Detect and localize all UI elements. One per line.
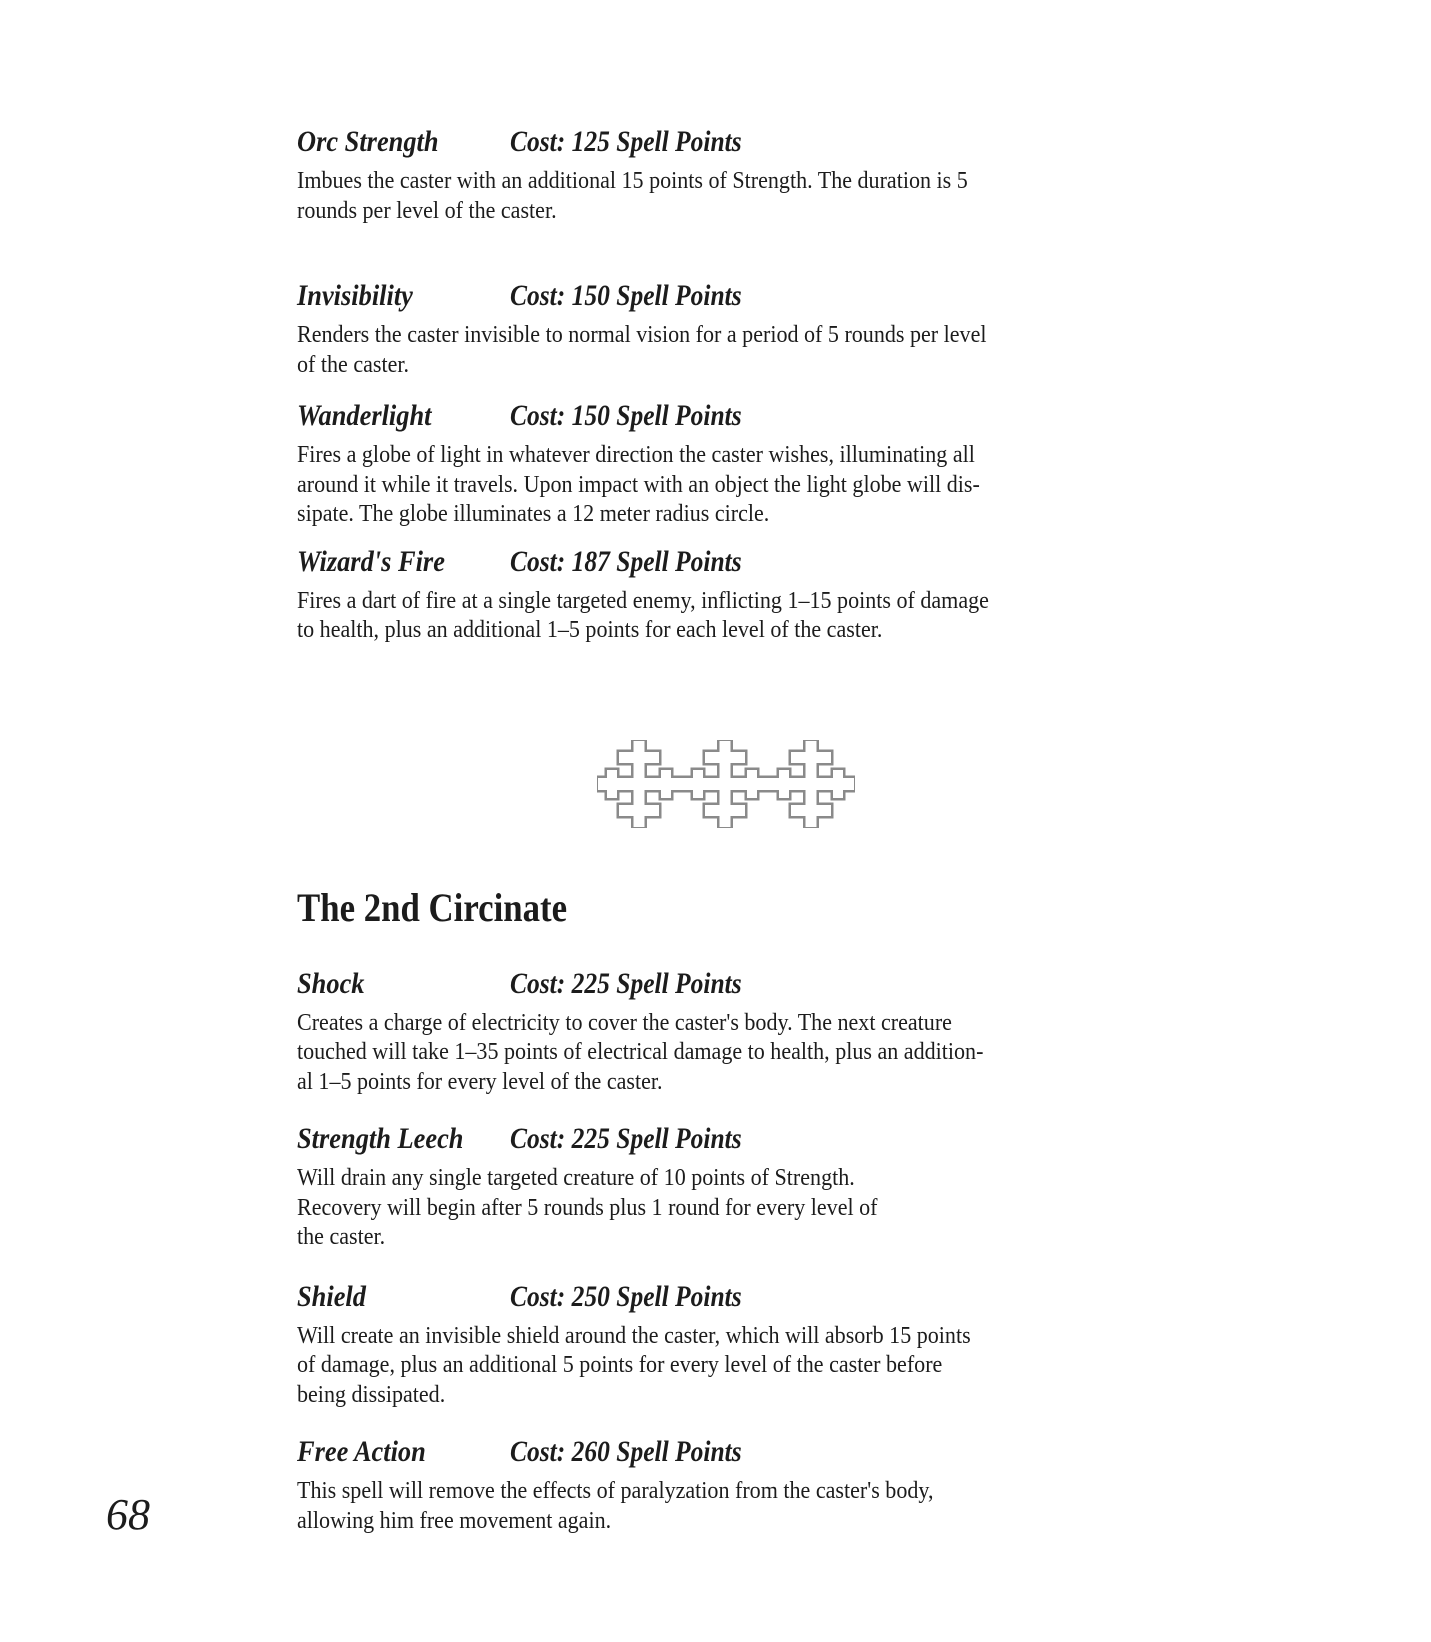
description-line: This spell will remove the effects of paralyzation from the caster's body,	[297, 1477, 934, 1505]
description-line: Recovery will begin after 5 rounds plus 1 round for every level of	[297, 1193, 878, 1221]
spell-description	[297, 1008, 1117, 1097]
spell-cost: Cost: 150 Spell Points	[510, 279, 742, 312]
spell-heading	[297, 1433, 1117, 1471]
description-line: rounds per level of the caster.	[297, 196, 557, 224]
spell-description	[297, 1476, 1117, 1535]
spell-cost: Cost: 225 Spell Points	[510, 1122, 742, 1156]
crosslet-divider-ornament-icon	[597, 740, 855, 828]
description-line: allowing him free movement again.	[297, 1506, 612, 1534]
spell-cost: Cost: 260 Spell Points	[510, 1435, 742, 1469]
spell-section-shield	[297, 1278, 1117, 1410]
spell-name: Wizard's Fire	[297, 544, 445, 578]
spell-heading	[297, 1120, 1117, 1158]
description-line: Will drain any single targeted creature of 10 points of Strength.	[297, 1164, 855, 1192]
spell-description	[297, 320, 1117, 379]
spell-heading	[297, 123, 1117, 161]
spell-section-shock	[297, 965, 1117, 1097]
description-line: the caster.	[297, 1223, 386, 1251]
spell-cost: Cost: 225 Spell Points	[510, 966, 742, 1000]
spell-description	[297, 166, 1117, 225]
description-line: of damage, plus an additional 5 points for every level of the caster before	[297, 1351, 943, 1379]
description-line: Renders the caster invisible to normal vision for a period of 5 rounds per level	[297, 321, 987, 348]
description-line: al 1–5 points for every level of the caster.	[297, 1067, 663, 1095]
spell-heading	[297, 543, 1117, 581]
circinate-group-heading: The 2nd Circinate	[297, 884, 568, 930]
description-line: Will create an invisible shield around the caster, which will absorb 15 points	[297, 1321, 971, 1349]
spell-cost: Cost: 250 Spell Points	[510, 1279, 742, 1313]
spell-name: Shock	[297, 966, 365, 1000]
description-line: around it while it travels. Upon impact with an object the light globe will dis-	[297, 470, 980, 498]
description-line: touched will take 1–35 points of electrical damage to health, plus an addition-	[297, 1038, 984, 1066]
description-line: Creates a charge of electricity to cover the caster's body. The next creature	[297, 1008, 952, 1036]
spell-description	[297, 1163, 1117, 1252]
spell-cost: Cost: 125 Spell Points	[510, 125, 742, 158]
spell-section-free-action	[297, 1433, 1117, 1535]
spell-heading	[297, 1278, 1117, 1316]
spell-cost: Cost: 150 Spell Points	[510, 399, 742, 432]
description-line: Imbues the caster with an additional 15 points of Strength. The duration is 5	[297, 167, 968, 194]
description-line: of the caster.	[297, 350, 410, 378]
spell-name: Wanderlight	[297, 399, 432, 432]
description-line: Fires a globe of light in whatever direction the caster wishes, illuminating all	[297, 441, 975, 468]
page-content-column	[297, 123, 1117, 1535]
spell-section-strength-leech	[297, 1120, 1117, 1252]
spell-description	[297, 586, 1117, 645]
spell-name: Free Action	[297, 1435, 426, 1469]
spell-name: Strength Leech	[297, 1122, 464, 1156]
description-line: to health, plus an additional 1–5 points for each level of the caster.	[297, 616, 883, 643]
spell-cost: Cost: 187 Spell Points	[510, 544, 742, 578]
description-line: sipate. The globe illuminates a 12 meter radius circle.	[297, 500, 770, 527]
page-number: 68	[106, 1490, 150, 1539]
description-line: being dissipated.	[297, 1380, 446, 1408]
spell-description	[297, 440, 1117, 529]
spell-section-wizards-fire	[297, 543, 1117, 645]
spell-name: Orc Strength	[297, 125, 439, 158]
spell-section-orc-strength	[297, 123, 1117, 225]
description-line: Fires a dart of fire at a single targeted enemy, inflicting 1–15 points of damage	[297, 586, 989, 614]
spell-description	[297, 1321, 1117, 1410]
spell-heading	[297, 397, 1117, 435]
spell-heading	[297, 277, 1117, 315]
spell-section-wanderlight	[297, 397, 1117, 529]
spell-heading	[297, 965, 1117, 1003]
spell-section-invisibility	[297, 277, 1117, 379]
spell-name: Shield	[297, 1279, 366, 1313]
spell-name: Invisibility	[297, 279, 413, 312]
